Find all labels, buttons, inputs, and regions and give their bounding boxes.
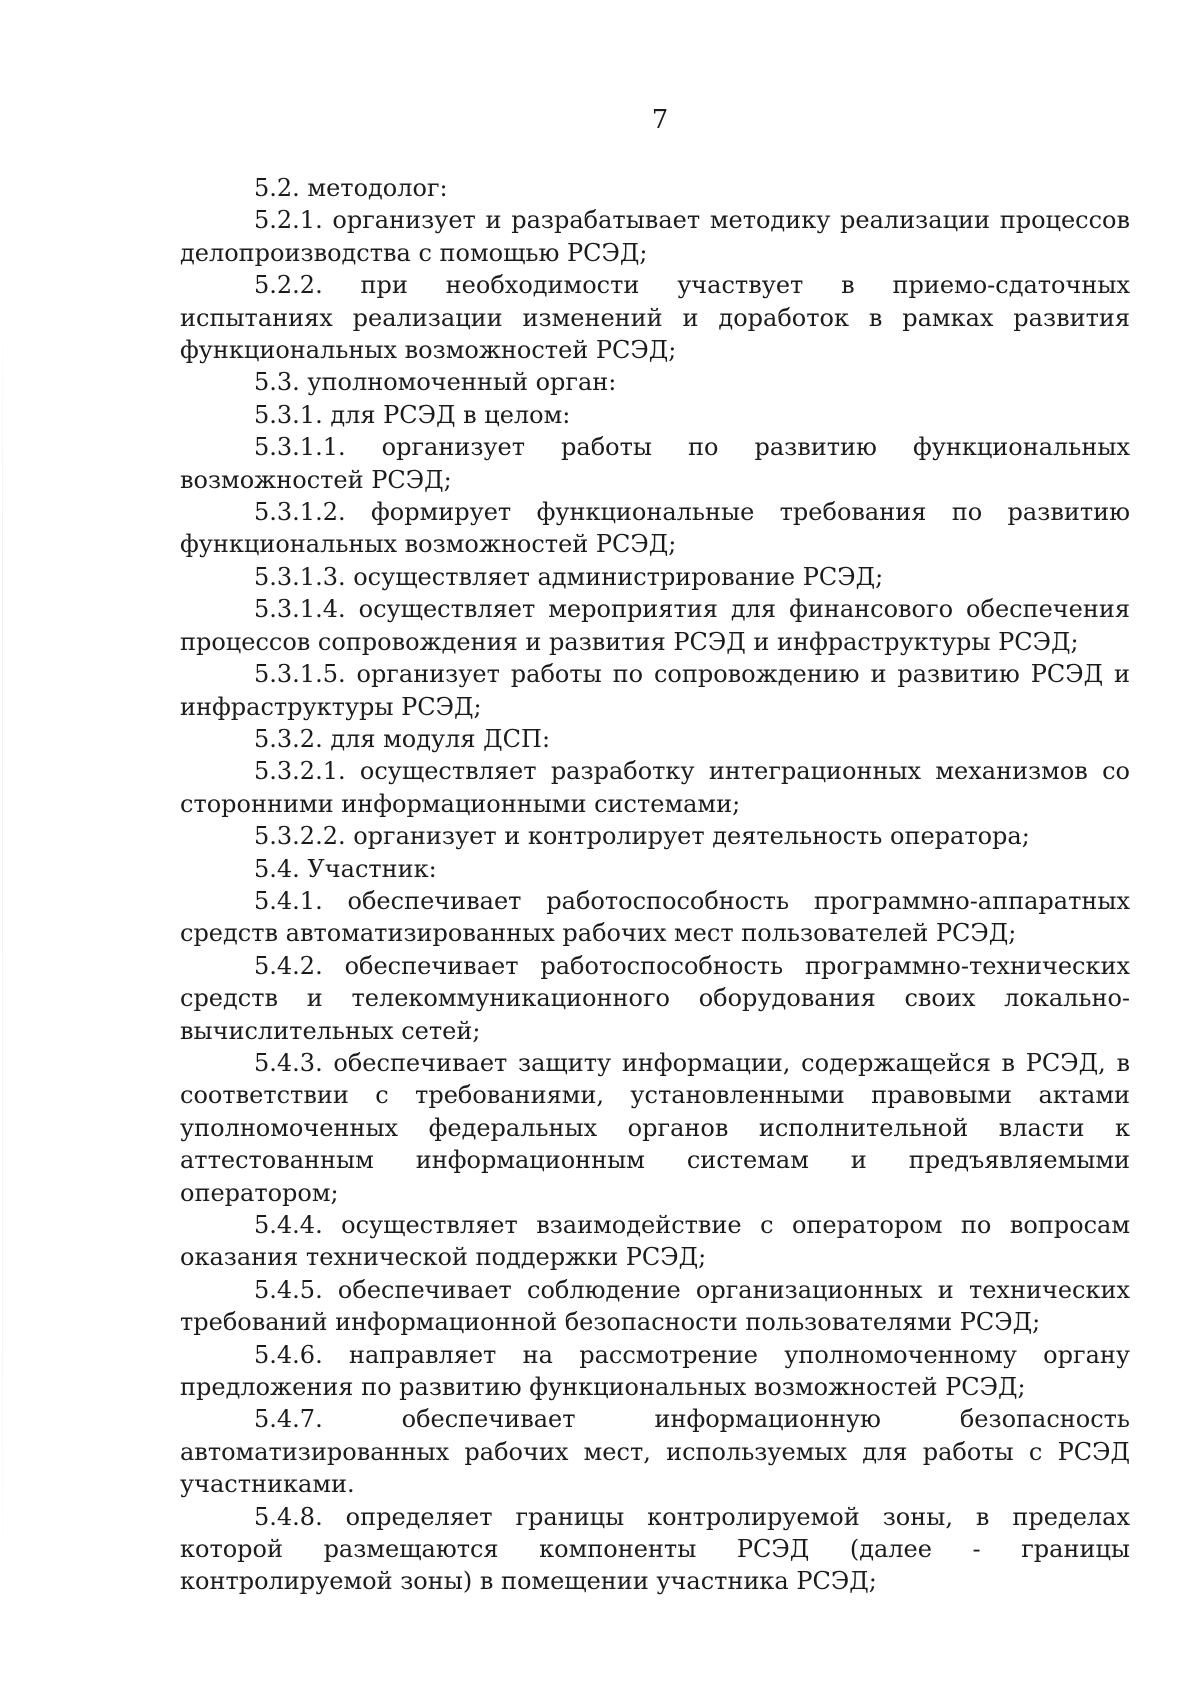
paragraph-5-3-1-1: 5.3.1.1. организует работы по развитию функциональных возможностей РСЭД; bbox=[180, 433, 1130, 494]
paragraph-5-4-6: 5.4.6. направляет на рассмотрение уполномоченному органу предложения по развитию функциональных возможностей РСЭД; bbox=[180, 1340, 1130, 1402]
paragraph-5-4-4: 5.4.4. осуществляет взаимодействие с оператором по вопросам оказания технической поддержки РСЭД; bbox=[180, 1211, 1130, 1272]
paragraph-5-3-2-2: 5.3.2.2. организует и контролирует деятельность оператора; bbox=[254, 822, 1030, 851]
paragraph-5-4-5: 5.4.5. обеспечивает соблюдение организационных и технических требований информационной безопасности пользователями РСЭД; bbox=[180, 1275, 1130, 1337]
scan-edge-artifact bbox=[2, 300, 3, 1600]
paragraph-5-4-8: 5.4.8. определяет границы контролируемой зоны, в пределах которой размещаются компоненты РСЭД (далее - границы контролируемой зоны) в помещении участника РСЭД; bbox=[180, 1502, 1130, 1596]
document-body bbox=[180, 172, 1130, 1598]
paragraph-5-3-1: 5.3.1. для РСЭД в целом: bbox=[254, 400, 571, 429]
paragraph-5-2: 5.2. методолог: bbox=[254, 174, 448, 202]
page-number: 7 bbox=[651, 105, 669, 135]
paragraph-5-3-1-4: 5.3.1.4. осуществляет мероприятия для финансового обеспечения процессов сопровождения и развития РСЭД и инфраструктуры РСЭД; bbox=[180, 595, 1130, 656]
paragraph-5-3-2: 5.3.2. для модуля ДСП: bbox=[254, 724, 551, 753]
paragraph-5-3-1-5: 5.3.1.5. организует работы по сопровождению и развитию РСЭД и инфраструктуры РСЭД; bbox=[180, 660, 1130, 721]
paragraph-5-4-3: 5.4.3. обеспечивает защиту информации, содержащейся в РСЭД, в соответствии с требованиями, установленными правовыми актами уполномоченных федеральных органов исполнительной власти к аттестованным информационным системам и предъявляемыми оператором; bbox=[180, 1048, 1130, 1207]
paragraph-5-3: 5.3. уполномоченный орган: bbox=[254, 368, 617, 397]
paragraph-5-4: 5.4. Участник: bbox=[254, 854, 437, 883]
paragraph-5-4-2: 5.4.2. обеспечивает работоспособность программно-технических средств и телекоммуникационного оборудования своих локально-вычислительных сетей; bbox=[180, 951, 1130, 1045]
paragraph-5-2-1: 5.2.1. организует и разрабатывает методику реализации процессов делопроизводства с помощью РСЭД; bbox=[180, 206, 1130, 267]
paragraph-5-3-2-1: 5.3.2.1. осуществляет разработку интеграционных механизмов со сторонними информационными системами; bbox=[180, 757, 1130, 818]
paragraph-5-3-1-3: 5.3.1.3. осуществляет администрирование РСЭД; bbox=[254, 562, 884, 591]
paragraph-5-4-1: 5.4.1. обеспечивает работоспособность программно-аппаратных средств автоматизированных рабочих мест пользователей РСЭД; bbox=[180, 886, 1130, 948]
paragraph-5-3-1-2: 5.3.1.2. формирует функциональные требования по развитию функциональных возможностей РСЭД; bbox=[180, 498, 1130, 559]
paragraph-5-2-2: 5.2.2. при необходимости участвует в приемо-сдаточных испытаниях реализации изменений и доработок в рамках развития функциональных возможностей РСЭД; bbox=[180, 271, 1130, 365]
paragraph-5-4-7: 5.4.7. обеспечивает информационную безопасность автоматизированных рабочих мест, используемых для работы с РСЭД участниками. bbox=[180, 1405, 1130, 1499]
